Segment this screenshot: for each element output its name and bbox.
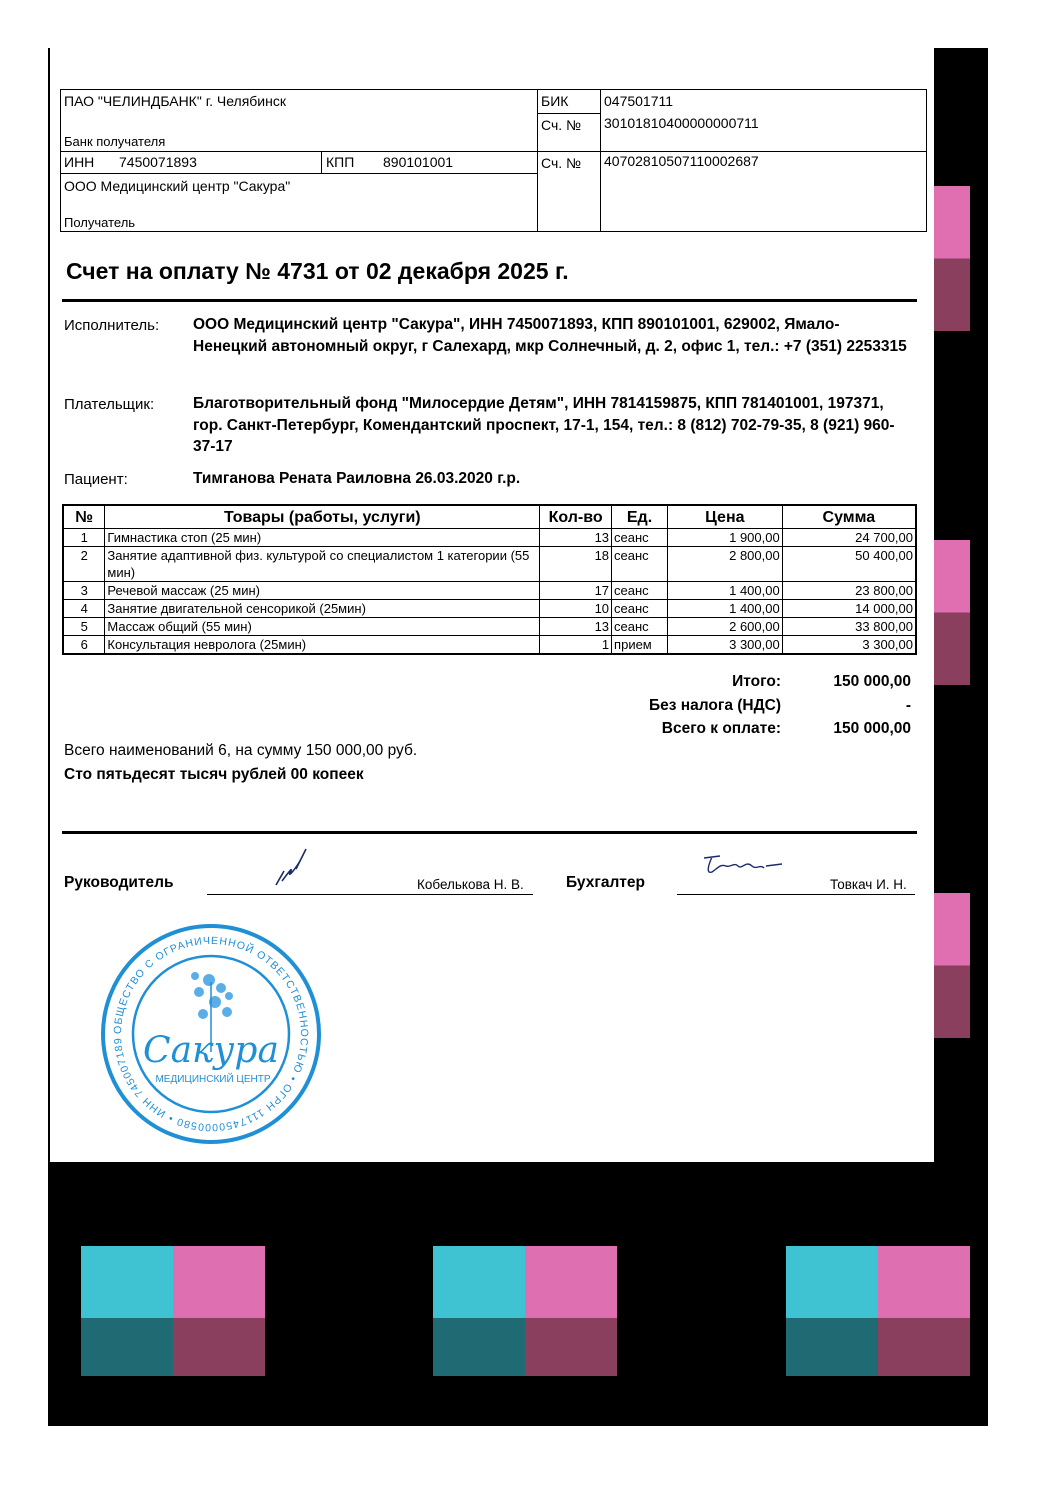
head-signature-line <box>207 894 533 895</box>
row-sum: 33 800,00 <box>782 618 916 636</box>
account-value: 40702810507110002687 <box>604 153 759 169</box>
col-name-header: Товары (работы, услуги) <box>105 505 540 529</box>
row-unit: прием <box>612 636 668 655</box>
row-price: 1 900,00 <box>667 529 782 547</box>
tax-value: - <box>905 697 911 714</box>
amount-in-words: Сто пятьдесят тысяч рублей 00 копеек <box>64 766 364 783</box>
row-qty: 1 <box>540 636 612 655</box>
row-unit: сеанс <box>612 618 668 636</box>
charity-logo-tile <box>433 1246 617 1390</box>
col-number-header: № <box>63 505 105 529</box>
col-price-header: Цена <box>667 505 782 529</box>
stamp-ring-text: ОБЩЕСТВО С ОГРАНИЧЕННОЙ ОТВЕТСТВЕННОСТЬЮ • ОГРН 1117450000580 • ИНН 745007189 <box>111 934 311 1134</box>
row-qty: 18 <box>540 547 612 582</box>
due-label: Всего к оплате: <box>661 720 781 737</box>
table-row <box>63 618 916 636</box>
row-sum: 14 000,00 <box>782 600 916 618</box>
heart-logo-icon <box>786 1246 970 1390</box>
total-label: Итого: <box>732 673 781 690</box>
left-margin-line <box>48 48 50 1162</box>
row-number: 6 <box>63 636 105 655</box>
row-name: Консультация невролога (25мин) <box>105 636 540 655</box>
executor-label: Исполнитель: <box>64 317 160 334</box>
head-signature-icon <box>270 843 315 889</box>
row-sum: 3 300,00 <box>782 636 916 655</box>
row-sum: 50 400,00 <box>782 547 916 582</box>
row-qty: 17 <box>540 582 612 600</box>
row-name: Гимнастика стоп (25 мин) <box>105 529 540 547</box>
row-sum: 24 700,00 <box>782 529 916 547</box>
row-qty: 13 <box>540 618 612 636</box>
row-number: 2 <box>63 547 105 582</box>
watermark-strip <box>934 893 970 1038</box>
row-number: 1 <box>63 529 105 547</box>
corr-account-value: 30101810400000000711 <box>604 115 759 131</box>
tax-label: Без налога (НДС) <box>649 697 781 714</box>
patient-label: Пациент: <box>64 471 128 488</box>
bik-label: БИК <box>541 93 569 109</box>
kpp-label: КПП <box>326 154 355 170</box>
corr-account-label: Сч. № <box>541 117 582 133</box>
payer-label: Плательщик: <box>64 396 155 413</box>
heart-logo-icon <box>433 1246 617 1390</box>
row-unit: сеанс <box>612 547 668 582</box>
heart-logo-icon <box>81 1246 265 1390</box>
inn-value: 7450071893 <box>119 154 197 170</box>
kpp-value: 890101001 <box>383 154 454 170</box>
bank-name: ПАО "ЧЕЛИНДБАНК" г. Челябинск <box>64 93 286 109</box>
row-price: 1 400,00 <box>667 582 782 600</box>
recipient-caption: Получатель <box>64 215 136 230</box>
invoice-title: Счет на оплату № 4731 от 02 декабря 2025 г. <box>66 258 569 284</box>
accountant-signature-line <box>677 894 915 895</box>
table-row <box>63 636 916 655</box>
row-price: 2 800,00 <box>667 547 782 582</box>
signature-divider <box>62 831 917 834</box>
charity-logo-tile <box>786 1246 970 1390</box>
row-number: 4 <box>63 600 105 618</box>
table-row <box>63 547 916 582</box>
bank-caption: Банк получателя <box>64 134 166 149</box>
row-name: Речевой массаж (25 мин) <box>105 582 540 600</box>
stamp-brand-text: Сакура <box>143 1030 279 1071</box>
row-qty: 10 <box>540 600 612 618</box>
accountant-name: Товкач И. Н. <box>830 877 907 892</box>
col-unit-header: Ед. <box>612 505 668 529</box>
watermark-strip <box>934 540 970 685</box>
bank-details-table <box>60 89 927 232</box>
inn-label: ИНН <box>64 154 95 170</box>
row-price: 2 600,00 <box>667 618 782 636</box>
row-qty: 13 <box>540 529 612 547</box>
row-sum: 23 800,00 <box>782 582 916 600</box>
row-number: 3 <box>63 582 105 600</box>
title-divider <box>62 299 917 302</box>
items-table <box>62 504 917 655</box>
row-unit: сеанс <box>612 582 668 600</box>
items-header-row <box>63 505 916 529</box>
table-row <box>63 529 916 547</box>
head-name: Кобелькова Н. В. <box>417 877 524 892</box>
items-count-summary: Всего наименований 6, на сумму 150 000,00 руб. <box>64 742 418 759</box>
svg-text:ОБЩЕСТВО С ОГРАНИЧЕННОЙ ОТВЕТС <box>99 922 310 1133</box>
accountant-signature-icon <box>700 850 785 880</box>
col-sum-header: Сумма <box>782 505 916 529</box>
due-value: 150 000,00 <box>833 720 911 737</box>
payer-value: Благотворительный фонд "Милосердие Детям", ИНН 7814159875, КПП 781401001, 197371, гор. Санкт-Петербург, Комендантский проспект, 17-1, 154, тел.: 8 (812) 702-79-35, 8 (921) 960-37-17 <box>193 395 895 455</box>
stamp-subtitle-text: МЕДИЦИНСКИЙ ЦЕНТР <box>155 1074 271 1085</box>
recipient-name: ООО Медицинский центр "Сакура" <box>64 178 291 194</box>
charity-logo-tile <box>81 1246 265 1390</box>
account-label: Сч. № <box>541 155 582 171</box>
bik-value: 047501711 <box>604 93 674 109</box>
total-value: 150 000,00 <box>833 673 911 690</box>
patient-value: Тимганова Рената Раиловна 26.03.2020 г.р. <box>193 470 521 487</box>
executor-value: ООО Медицинский центр "Сакура", ИНН 7450071893, КПП 890101001, 629002, Ямало-Ненецкий автономный округ, г Салехард, мкр Солнечный, д. 2, офис 1, тел.: +7 (351) 2253315 <box>193 316 907 355</box>
accountant-label: Бухгалтер <box>566 874 645 891</box>
row-name: Занятие адаптивной физ. культурой со специалистом 1 категории (55 мин) <box>105 547 540 582</box>
row-price: 3 300,00 <box>667 636 782 655</box>
table-row <box>63 582 916 600</box>
row-name: Массаж общий (55 мин) <box>105 618 540 636</box>
head-label: Руководитель <box>64 874 174 891</box>
row-unit: сеанс <box>612 529 668 547</box>
row-number: 5 <box>63 618 105 636</box>
company-stamp <box>99 922 323 1146</box>
watermark-strip <box>934 186 970 331</box>
table-row <box>63 600 916 618</box>
row-name: Занятие двигательной сенсорикой (25мин) <box>105 600 540 618</box>
col-qty-header: Кол-во <box>540 505 612 529</box>
stamp-icon <box>99 922 323 1146</box>
row-unit: сеанс <box>612 600 668 618</box>
row-price: 1 400,00 <box>667 600 782 618</box>
